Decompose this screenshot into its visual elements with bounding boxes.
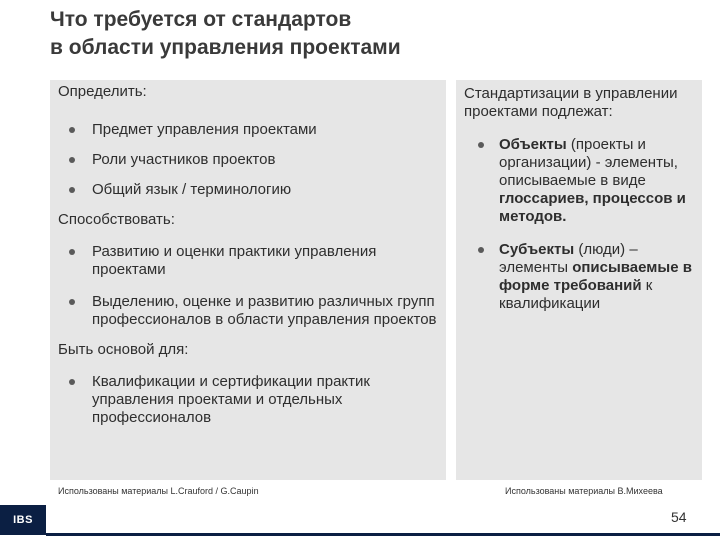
footer-divider xyxy=(46,533,720,536)
bullet-icon xyxy=(69,379,75,385)
ibs-logo: IBS xyxy=(0,505,46,535)
slide-title: Что требуется от стандартов в области управления проектами xyxy=(50,8,401,59)
promote-heading: Способствовать: xyxy=(58,211,175,228)
list-item: Развитию и оценки практики управления проектами xyxy=(58,243,442,279)
bullet-icon xyxy=(69,249,75,255)
list-item: Квалификации и сертификации практик управления проектами и отдельных профессионалов xyxy=(58,373,442,427)
standardization-heading: Стандартизации в управлении проектами подлежат: xyxy=(464,85,678,120)
list-item: Роли участников проектов xyxy=(58,151,442,169)
page-number: 54 xyxy=(671,509,687,525)
bullet-icon xyxy=(478,142,484,148)
list-item: Предмет управления проектами xyxy=(58,121,442,139)
bullet-icon xyxy=(69,299,75,305)
subjects-label: Субъекты xyxy=(499,241,575,258)
right-content xyxy=(464,85,696,313)
left-footnote: Использованы материалы L.Crauford / G.Caupin xyxy=(58,486,259,496)
list-item: Субъекты (люди) – элементы описываемые в форме требований к квалификации xyxy=(464,241,696,313)
left-content xyxy=(58,83,442,427)
define-heading: Определить: xyxy=(58,83,147,100)
list-item: Выделению, оценке и развитию различных групп профессионалов в области управления проектов xyxy=(58,293,442,329)
bullet-icon xyxy=(478,247,484,253)
list-item: Объекты (проекты и организации) - элементы, описываемые в виде глоссариев, процессов и методов. xyxy=(464,136,696,226)
objects-label: Объекты xyxy=(499,136,567,153)
basis-heading: Быть основой для: xyxy=(58,341,189,358)
bullet-icon xyxy=(69,187,75,193)
bullet-icon xyxy=(69,157,75,163)
right-footnote: Использованы материалы В.Михеева xyxy=(505,486,663,496)
bullet-icon xyxy=(69,127,75,133)
list-item: Общий язык / терминологию xyxy=(58,181,442,199)
